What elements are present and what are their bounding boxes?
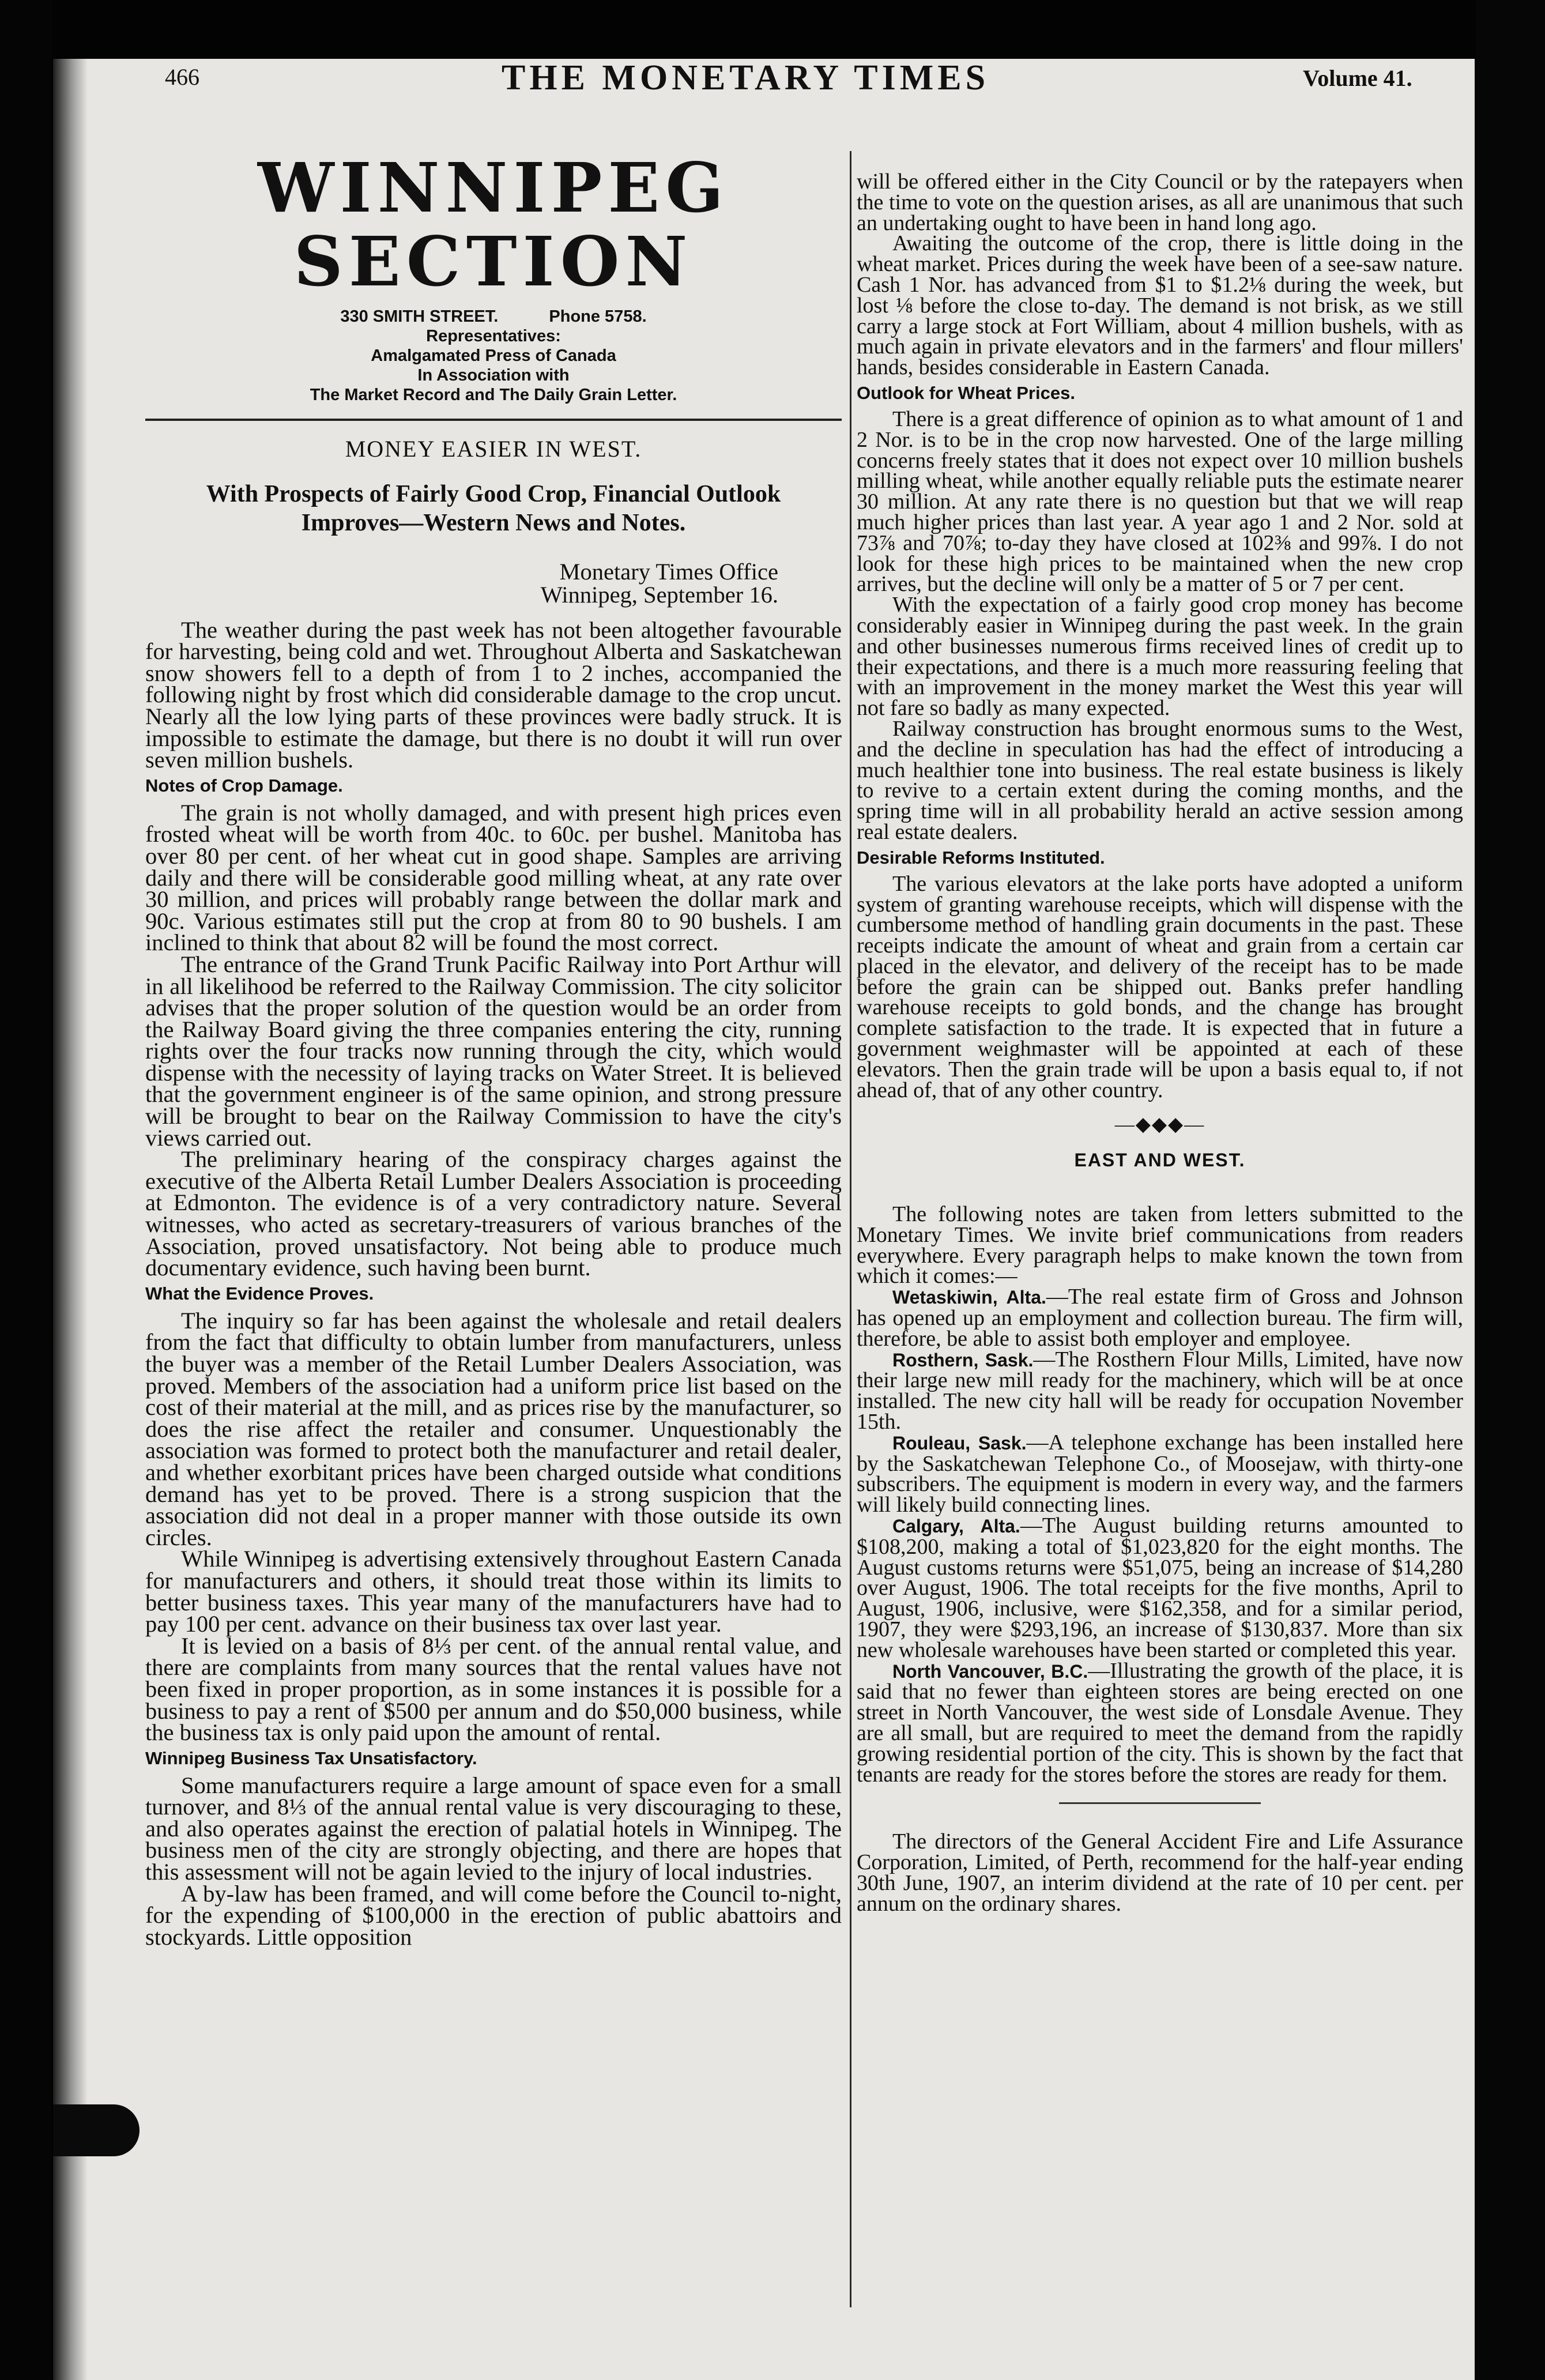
section-rule bbox=[145, 419, 842, 421]
page-number: 466 bbox=[165, 64, 199, 90]
scan-border-right bbox=[1476, 0, 1545, 2380]
dateline-office: Monetary Times Office bbox=[559, 558, 778, 585]
subhead-reforms: Desirable Reforms Instituted. bbox=[857, 847, 1105, 868]
note-text: —A telephone exchange has been installed here by the Saskatchewan Telephone Co., of Moosejaw, with thirty-one subscribers. The equipment is modern in every way, and the farmers will likely build connecting lines. bbox=[857, 1430, 1463, 1517]
right-column bbox=[857, 172, 1463, 1915]
paragraph: The various elevators at the lake ports have adopted a uniform system of granting warehouse receipts, which will dispense with the cumbersome method of handling grain documents in the past. These receipts indicate the amount of wheat and grain from a certain car placed in the elevator, and delivery of the receipt has to be made before the grain can be shipped out. Banks prefer handling warehouse receipts to gold bonds, and the change has brought complete satisfaction to the trade. It is expected that in future a government weighmaster will be appointed at each of these elevators. Then the grain trade will be upon a basis equal to, if not ahead of, that of any other country. bbox=[857, 871, 1463, 1102]
scan-border-left bbox=[0, 0, 52, 2380]
note-text: —The August building returns amounted to $108,200, making a total of $1,023,820 for the eight months. The August customs returns were $51,075, being an increase of $14,280 over August, 1906. The total receipts for the five months, April to August, 1906, inclusive, were $162,358, and for a similar period, 1907, they were $293,196, an increase of $130,837. More than six new wholesale warehouses have been started or completed this year. bbox=[857, 1513, 1464, 1662]
subhead-business-tax: Winnipeg Business Tax Unsatisfactory. bbox=[145, 1748, 477, 1768]
article-headline: MONEY EASIER IN WEST. bbox=[345, 436, 642, 462]
representatives-label: Representatives: bbox=[426, 327, 561, 345]
paragraph: Some manufacturers require a large amount of space even for a small turnover, and 8⅓ of the annual rental value is very discouraging to these, and also operates against the erection of palatial hotels in Winnipeg. The business men of the city are strongly objecting, and there are hopes that this assessment will not be again levied to the injury of local industries. bbox=[145, 1772, 842, 1885]
paragraph: The entrance of the Grand Trunk Pacific Railway into Port Arthur will in all likelihood be referred to the Railway Commission. The city solicitor advises that the proper solution of the question would be an order from the Railway Board giving the three companies entering the city, running rights over the four tracks now running through the city, which would dispense with the necessity of laying tracks on Water Street. It is believed that the government engineer is of the same opinion, and strong pressure will be brought to bear on the Railway Commission to have the city's views carried out. bbox=[145, 951, 842, 1151]
paragraph: The preliminary hearing of the conspiracy charges against the executive of the Alberta Retail Lumber Dealers Association is proceeding at Edmonton. The evidence is of a very contradictory nature. Several witnesses, who acted as secretary-treasurers of various branches of the Association, proved unsatisfactory. Not being able to produce much documentary evidence, such having been burnt. bbox=[145, 1146, 842, 1281]
paragraph: A by-law has been framed, and will come before the Council to-night, for the expending of $100,000 in the erection of public abattoirs and stockyards. Little opposition bbox=[145, 1880, 842, 1950]
publication-title: THE MONETARY TIMES bbox=[502, 58, 990, 97]
place-name: Rosthern, Sask. bbox=[892, 1349, 1034, 1370]
association-names: The Market Record and The Daily Grain Letter. bbox=[310, 386, 677, 404]
street-address: 330 SMITH STREET. bbox=[340, 307, 499, 326]
paragraph: There is a great difference of opinion as to what amount of 1 and 2 Nor. is to be in the crop now harvested. One of the large milling concerns freely states that it does not expect over 10 million bushels milling wheat, while another equally reliable puts the estimate nearer 30 million. At any rate there is no question but that we will reap much higher prices than last year. A year ago 1 and 2 Nor. sold at 73⅞ and 70⅞; to-day they have closed at 102⅜ and 99⅞. I do not look for these high prices to be maintained when the new crop arrives, but the decline will only be a matter of 5 or 7 per cent. bbox=[857, 406, 1463, 597]
left-column bbox=[145, 148, 842, 1950]
phone-number: Phone 5758. bbox=[549, 307, 647, 326]
place-name: North Vancouver, B.C. bbox=[892, 1660, 1088, 1682]
east-and-west-title: EAST AND WEST. bbox=[1074, 1150, 1246, 1171]
paragraph: will be offered either in the City Council or by the ratepayers when the time to vote on the question arises, as all are unanimous that such an undertaking ought to have been in hand long ago. bbox=[857, 170, 1463, 235]
paragraph: With the expectation of a fairly good crop money has become considerably easier in Winnipeg during the past week. In the grain and other businesses numerous firms received lines of credit up to their expectations, and there is a much more reassuring feeling that with an improvement in the money market the West this year will not fare so badly as many expected. bbox=[857, 593, 1463, 721]
subhead-evidence: What the Evidence Proves. bbox=[145, 1283, 374, 1304]
association-label: In Association with bbox=[417, 366, 570, 385]
paragraph: While Winnipeg is advertising extensively throughout Eastern Canada for manufacturers and others, it should treat those within its limits to better business taxes. This year many of the manufacturers have had to pay 100 per cent. advance on their business tax over last year. bbox=[145, 1546, 842, 1637]
paragraph: The weather during the past week has not been altogether favourable for harvesting, being cold and wet. Throughout Alberta and Saskatchewan snow showers fell to a depth of from 1 to 2 inches, accompanied the following night by frost which did considerable damage to the crop uncut. Nearly all the low lying parts of these provinces were badly struck. It is impossible to estimate the damage, but there is no doubt it will run over seven million bushels. bbox=[145, 616, 842, 773]
paragraph: The inquiry so far has been against the wholesale and retail dealers from the fact that difficulty to obtain lumber from manufacturers, unless the buyer was a member of the Retail Lumber Dealers Association, was proved. Members of the association had a uniform price list based on the cost of their material at the mill, and as prices rise by the manufacturer, so does the rise affect the retailer and consumer. Unquestionably the association was formed to protect both the manufacturer and retail dealer, and whether exorbitant prices have been charged outside what conditions demand has yet to be proved. There is a strong suspicion that the association did not deal in a proper manner with those outside its own circles. bbox=[145, 1307, 842, 1550]
note-text: —The real estate firm of Gross and Johnson has opened up an employment and collection bureau. The firm will, therefore, be able to assist both employer and employee. bbox=[857, 1285, 1464, 1351]
note-text: —The Rosthern Flour Mills, Limited, have now their large new mill ready for the machinery, which will be at once installed. The new city hall will be ready for occupation November 15th. bbox=[857, 1347, 1464, 1434]
news-note bbox=[857, 1513, 1464, 1662]
short-rule bbox=[1059, 1802, 1261, 1804]
representatives-name: Amalgamated Press of Canada bbox=[371, 347, 616, 365]
section-address-line bbox=[145, 307, 842, 326]
article-subheadline: With Prospects of Fairly Good Crop, Financial Outlook Improves—Western News and Notes. bbox=[206, 480, 781, 536]
paragraph: Railway construction has brought enormous sums to the West, and the decline in speculation has had the effect of introducing a much healthier tone into business. The real estate business is likely to revive to a certain extent during the coming months, and the spring time will in all probability herald an active session among real estate dealers. bbox=[857, 716, 1463, 844]
place-name: Rouleau, Sask. bbox=[892, 1432, 1027, 1453]
dateline-date: Winnipeg, September 16. bbox=[540, 581, 778, 608]
news-note bbox=[857, 1287, 1463, 1349]
subhead-crop-damage: Notes of Crop Damage. bbox=[145, 775, 343, 796]
subhead-wheat-prices: Outlook for Wheat Prices. bbox=[857, 382, 1075, 403]
volume-label: Volume 41. bbox=[1303, 65, 1412, 91]
ornament-divider: —◆◆◆— bbox=[1114, 1114, 1205, 1136]
scan-border-top bbox=[0, 0, 1545, 58]
section-title: WINNIPEG SECTION bbox=[257, 148, 730, 302]
paragraph: Awaiting the outcome of the crop, there is little doing in the wheat market. Prices during the week have been of a see-saw nature. Cash 1 Nor. has advanced from $1 to $1.2⅛ during the week, but lost ⅛ before the close to-day. The demand is not brisk, as we still carry a large stock at Fort William, about 4 million bushels, with as much again in private elevators and in the farmers' and flour millers' hands, besides considerable in Eastern Canada. bbox=[857, 231, 1463, 380]
binder-clip bbox=[53, 2104, 140, 2156]
gutter-shadow bbox=[53, 59, 88, 2380]
news-note bbox=[857, 1430, 1463, 1517]
place-name: Calgary, Alta. bbox=[892, 1516, 1020, 1537]
news-note bbox=[857, 1347, 1464, 1434]
note-text: —Illustrating the growth of the place, it is said that no fewer than eighteen stores are being erected on one street in North Vancouver, the west side of Lonsdale Avenue. They are all small, but are required to meet the demand from the rapidly growing residential portion of the city. This is shown by the fact that tenants are ready for the stores before the stores are ready for them. bbox=[857, 1658, 1463, 1787]
place-name: Wetaskiwin, Alta. bbox=[892, 1287, 1046, 1308]
column-divider bbox=[850, 151, 851, 2307]
paragraph: It is levied on a basis of 8⅓ per cent. of the annual rental value, and there are complaints from many sources that the rental values have not been fixed in proper proportion, as in some instances it is possible for a business to pay a rent of $500 per annum and do $50,000 business, while the business tax is only paid upon the amount of rental. bbox=[145, 1632, 842, 1746]
paragraph: The following notes are taken from letters submitted to the Monetary Times. We invite brief communications from readers everywhere. Every paragraph helps to make known the town from which it comes:— bbox=[857, 1202, 1463, 1289]
paragraph: The grain is not wholly damaged, and with present high prices even frosted wheat will be worth from 40c. to 60c. per bushel. Manitoba has over 80 per cent. of her wheat cut in good shape. Samples are arriving daily and there will be considerable good milling wheat, at any rate over 30 million, and prices will probably range between the dollar mark and 90c. Various estimates still put the crop at from 80 to 90 bushels. I am inclined to think that about 82 will be found the most correct. bbox=[145, 799, 842, 956]
paragraph: The directors of the General Accident Fire and Life Assurance Corporation, Limited, of Perth, recommend for the half-year ending 30th June, 1907, an interim dividend at the rate of 10 per cent. per annum on the ordinary shares. bbox=[857, 1829, 1463, 1916]
news-note bbox=[857, 1658, 1463, 1787]
